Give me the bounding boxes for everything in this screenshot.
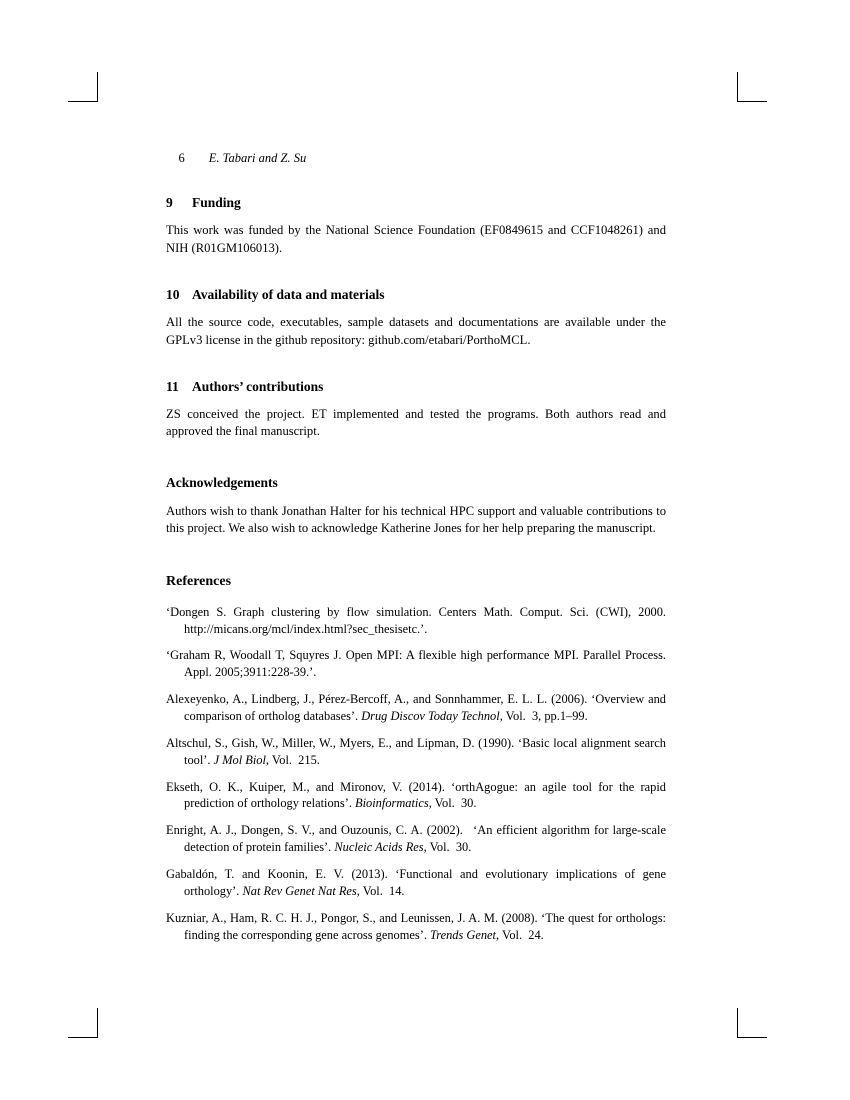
reference-text-pre: Ekseth, O. K., Kuiper, M., and Mironov, V. (2014). ‘orthAgogue: an agile tool for the rapid prediction of orthology relations’. (166, 779, 666, 811)
section-number: 10 (166, 286, 180, 302)
section-heading-acknowledgements: Acknowledgements (166, 474, 278, 490)
reference-text-pre: Enright, A. J., Dongen, S. V., and Ouzounis, C. A. (2002). ‘An efficient algorithm for large-scale detection of protein families’. (166, 823, 666, 855)
reference-item (166, 910, 666, 944)
reference-text-post: , Vol. 14. (356, 883, 405, 898)
reference-journal: Nucleic Acids Res (334, 840, 424, 855)
reference-journal: Nat Rev Genet Nat Res (242, 883, 357, 898)
reference-text-pre: Alexeyenko, A., Lindberg, J., Pérez-Bercoff, A., and Sonnhammer, E. L. L. (2006). ‘Overview and comparison of ortholog databases’. (166, 692, 666, 724)
section-title: Funding (192, 195, 241, 210)
section-paragraph-availability: All the source code, executables, sample datasets and documentations are available under the GPLv3 license in the github repository: github.com/etabari/PorthoMCL. (166, 315, 666, 347)
reference-item (166, 735, 666, 769)
reference-item (166, 691, 666, 725)
crop-mark-top-right-horizontal (737, 101, 767, 102)
reference-journal: J Mol Biol (213, 752, 266, 767)
section-paragraph-contributions: ZS conceived the project. ET implemented and tested the programs. Both authors read and approved the final manuscript. (166, 407, 666, 439)
section-paragraph-acknowledgements: Authors wish to thank Jonathan Halter for his technical HPC support and valuable contributions to this project. We also wish to acknowledge Katherine Jones for her help preparing the manuscript. (166, 504, 666, 536)
section-paragraph-funding: This work was funded by the National Science Foundation (EF0849615 and CCF1048261) and NIH (R01GM106013). (166, 223, 666, 255)
page-number: 6 (178, 151, 185, 165)
section-number: 9 (166, 195, 173, 210)
reference-item (166, 866, 666, 900)
reference-text-post: , Vol. 3, pp.1–99. (499, 709, 588, 724)
reference-text-pre: ‘Dongen S. Graph clustering by flow simulation. Centers Math. Comput. Sci. (CWI), 2000. http://micans.org/mcl/index.html?sec_thesisetc.’. (166, 604, 666, 636)
reference-text-pre: ‘Graham R, Woodall T, Squyres J. Open MPI: A flexible high performance MPI. Parallel Process. Appl. 2005;3911:228-39.’. (166, 648, 666, 680)
reference-journal: Trends Genet (430, 927, 496, 942)
section-heading-contributions (166, 379, 666, 395)
running-head (166, 136, 666, 181)
running-head-authors: E. Tabari and Z. Su (208, 151, 307, 165)
crop-mark-bottom-right-horizontal (737, 1037, 767, 1038)
section-title: Authors’ contributions (192, 378, 324, 394)
reference-journal: Bioinformatics (355, 796, 429, 811)
reference-item (166, 647, 666, 681)
crop-mark-top-right-vertical (737, 72, 738, 102)
reference-item (166, 604, 666, 638)
reference-text-post: , Vol. 24. (496, 927, 544, 942)
reference-text-pre: Kuzniar, A., Ham, R. C. H. J., Pongor, S., and Leunissen, J. A. M. (2008). ‘The quest for orthologs: finding the corresponding gene across genomes’. (166, 910, 666, 942)
section-title: Availability of data and materials (192, 286, 385, 302)
section-number: 11 (166, 378, 179, 394)
crop-mark-bottom-left-vertical (97, 1008, 98, 1038)
section-heading-availability (166, 287, 666, 303)
crop-mark-top-left-vertical (97, 72, 98, 102)
reference-list (166, 604, 666, 944)
section-heading-funding (166, 195, 666, 211)
reference-text-post: , Vol. 215. (265, 752, 320, 767)
reference-journal: Drug Discov Today Technol (361, 709, 500, 724)
reference-text-post: , Vol. 30. (423, 840, 472, 855)
reference-text-pre: Gabaldón, T. and Koonin, E. V. (2013). ‘Functional and evolutionary implications of gene orthology’. (166, 867, 666, 898)
crop-mark-bottom-right-vertical (737, 1008, 738, 1038)
reference-text-post: , Vol. 30. (428, 796, 477, 811)
section-heading-references: References (166, 573, 232, 589)
page-content (166, 136, 666, 954)
crop-mark-top-left-horizontal (68, 101, 98, 102)
reference-item (166, 779, 666, 813)
crop-mark-bottom-left-horizontal (68, 1037, 98, 1038)
reference-item (166, 822, 666, 856)
reference-text-pre: Altschul, S., Gish, W., Miller, W., Myers, E., and Lipman, D. (1990). ‘Basic local alignment search tool’. (166, 735, 666, 767)
